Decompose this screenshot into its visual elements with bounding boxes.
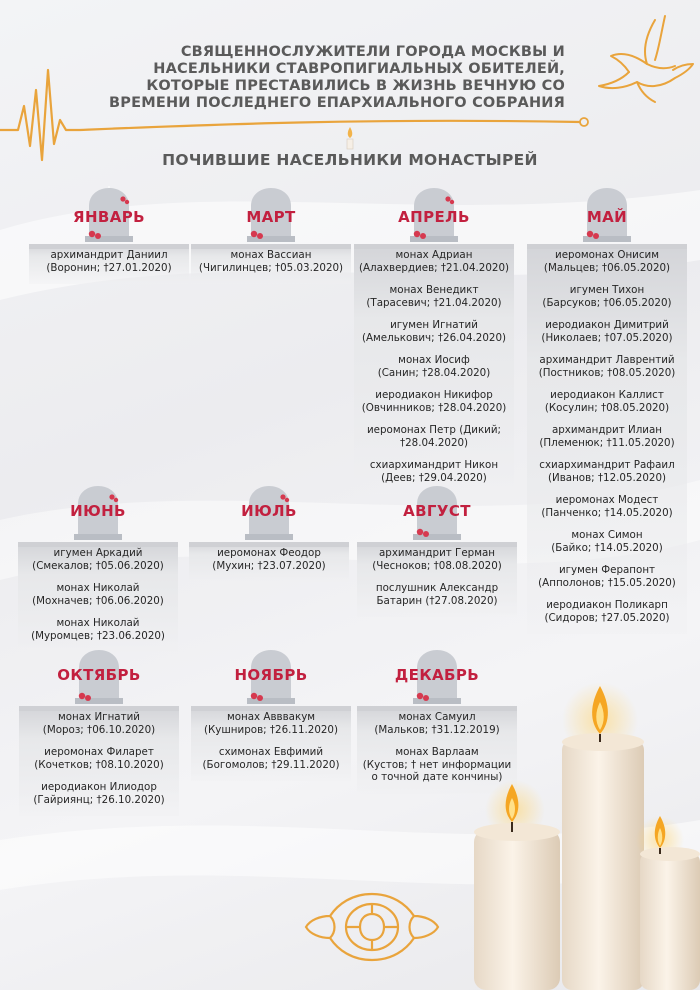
header-title-line: СВЯЩЕННОСЛУЖИТЕЛИ ГОРОДА МОСКВЫ И: [180, 44, 565, 60]
list-item: монах Иосиф (Санин; †28.04.2020): [377, 354, 491, 379]
month-name: АВГУСТ: [403, 502, 471, 520]
list-item: игумен Ферапонт (Апполонов; †15.05.2020): [538, 564, 676, 589]
list-item: послушник Александр Батарин (†27.08.2020): [375, 582, 499, 607]
list-item: игумен Тихон (Барсуков; †06.05.2020): [542, 284, 672, 309]
list-item: монах Вассиан (Чигилинцев; †05.03.2020): [198, 249, 344, 274]
header-title-line: НАСЕЛЬНИКИ СТАВРОПИГИАЛЬНЫХ ОБИТЕЛЕЙ,: [153, 61, 565, 77]
header-title: [45, 44, 565, 112]
entries-list: [191, 244, 351, 284]
list-item: иеродиакон Никифор (Овчинников; †28.04.2020): [361, 389, 507, 414]
list-item: иеродиакон Илиодор (Гайриянц; †26.10.2020): [33, 781, 165, 806]
list-item: монах Венедикт (Тарасевич; †21.04.2020): [366, 284, 502, 309]
list-item: иеромонах Модест (Панченко; †14.05.2020): [541, 494, 673, 519]
header-title-line: ВРЕМЕНИ ПОСЛЕДНЕГО ЕПАРХИАЛЬНОГО СОБРАНИЯ: [109, 95, 565, 111]
list-item: иеромонах Филарет (Кочетков; †08.10.2020): [34, 746, 164, 771]
month-name: ЯНВАРЬ: [73, 208, 145, 226]
entries-list: [354, 244, 514, 494]
month-name: МАРТ: [246, 208, 296, 226]
list-item: иеромонах Онисим (Мальцев; †06.05.2020): [543, 249, 671, 274]
list-item: монах Адриан (Алахвердиев; †21.04.2020): [358, 249, 510, 274]
month-name: ДЕКАБРЬ: [394, 666, 480, 684]
month-name: ИЮЛЬ: [241, 502, 297, 520]
list-item: монах Самуил (Мальков; †31.12.2019): [374, 711, 500, 736]
month-name: ИЮНЬ: [70, 502, 126, 520]
entries-list: [189, 542, 349, 582]
list-item: архимандрит Даниил (Воронин; †27.01.2020): [46, 249, 172, 274]
list-item: схиархимандрит Рафаил (Иванов; †12.05.2020): [539, 459, 675, 484]
month-name: АПРЕЛЬ: [398, 208, 470, 226]
list-item: архимандрит Лаврентий (Постников; †08.05.2020): [538, 354, 676, 379]
candles-illustration: [460, 680, 700, 990]
list-item: монах Николай (Мохначев; †06.06.2020): [32, 582, 164, 607]
month-name: НОЯБРЬ: [234, 666, 308, 684]
entries-list: [191, 706, 351, 781]
entries-list: [19, 706, 179, 816]
section-title: ПОЧИВШИЕ НАСЕЛЬНИКИ МОНАСТЫРЕЙ: [162, 151, 538, 169]
list-item: иеродиакон Димитрий (Николаев; †07.05.2020): [541, 319, 673, 344]
list-item: монах Игнатий (Мороз; †06.10.2020): [42, 711, 156, 736]
list-item: монах Авввакум (Кушниров; †26.11.2020): [203, 711, 339, 736]
entries-list: [357, 542, 517, 617]
month-name: ОКТЯБРЬ: [57, 666, 141, 684]
entries-list: [29, 244, 189, 284]
list-item: монах Варлаам (Кустов; † нет информации о точной дате кончины): [362, 746, 512, 783]
list-item: архимандрит Илиан (Племенюк; †11.05.2020): [539, 424, 675, 449]
entries-list: [18, 542, 178, 652]
list-item: монах Симон (Байко; †14.05.2020): [551, 529, 663, 554]
list-item: иеродиакон Поликарп (Сидоров; †27.05.2020): [544, 599, 670, 624]
list-item: игумен Игнатий (Амелькович; †26.04.2020): [361, 319, 507, 344]
month-name: МАЙ: [586, 208, 628, 226]
dove-icon: [585, 12, 695, 107]
list-item: иеромонах Петр (Дикий; †28.04.2020): [366, 424, 502, 449]
list-item: иеродиакон Каллист (Косулин; †08.05.2020): [544, 389, 670, 414]
header-title-line: КОТОРЫЕ ПРЕСТАВИЛИСЬ В ЖИЗНЬ ВЕЧНУЮ СО: [146, 78, 565, 94]
entries-list: [527, 244, 687, 634]
ornament-icon: [302, 890, 442, 965]
list-item: схиархимандрит Никон (Деев; †29.04.2020): [369, 459, 499, 484]
list-item: архимандрит Герман (Чесноков; †08.08.2020): [372, 547, 502, 572]
small-candle-icon: [342, 126, 358, 150]
list-item: иеромонах Феодор (Мухин; †23.07.2020): [212, 547, 326, 572]
list-item: игумен Аркадий (Смекалов; †05.06.2020): [32, 547, 164, 572]
list-item: монах Николай (Муромцев; †23.06.2020): [31, 617, 165, 642]
list-item: схимонах Евфимий (Богомолов; †29.11.2020): [202, 746, 340, 771]
